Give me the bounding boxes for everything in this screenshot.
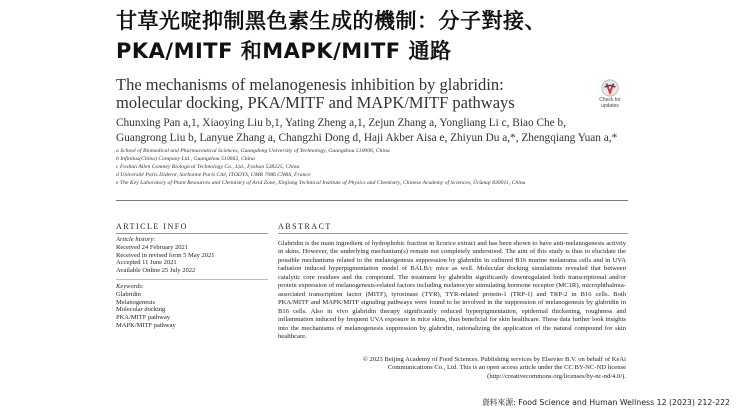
affiliation-a: a School of Biomedical and Pharmaceutical Sciences, Guangdong University of Technology, Guangzhou 510006, China: [116, 148, 390, 154]
affiliation-b: b Infinitus(China) Company Ltd., Guangzhou 510663, China: [116, 156, 255, 162]
authors-line-2: Guangrong Liu b, Lanyue Zhang a, Changzhi Dong d, Haji Akber Aisa e, Zhiyun Du a,*, Zhengqiang Yuan a,*: [116, 132, 618, 144]
crossmark-label: Check for updates: [599, 97, 621, 109]
history-accepted: Accepted 11 June 2021: [116, 259, 177, 267]
article-info: [116, 236, 266, 330]
copyright-line-2: Communications Co., Ltd. This is an open access article under the CC BY-NC-ND license: [387, 364, 626, 372]
affiliations: [116, 147, 636, 187]
section-divider: [116, 200, 628, 201]
affiliation-c: c Foshan Allen Comney Biological Technology Co., Ltd., Foshan 528225, China: [116, 164, 300, 170]
slide-headline: [116, 6, 716, 66]
keyword-item: PKA/MITF pathway: [116, 314, 170, 322]
history-revised: Received in revised form 5 May 2021: [116, 251, 215, 259]
keyword-item: Glabridin: [116, 290, 141, 298]
paper-title-line-2: molecular docking, PKA/MITF and MAPK/MITF pathways: [116, 93, 515, 112]
affiliation-d: d Université Paris Diderot, Sorbonne Paris Cité, ITODYS, UMR 7086 CNRS, France: [116, 172, 311, 178]
paper-title-line-1: The mechanisms of melanogenesis inhibition by glabridin:: [116, 75, 504, 94]
history-received: Received 24 February 2021: [116, 243, 189, 251]
license-link[interactable]: (http://creativecommons.org/licenses/by-nc-nd/4.0/).: [487, 372, 626, 380]
authors-line-1: Chunxing Pan a,1, Xiaoying Liu b,1, Yating Zheng a,1, Zejun Zhang a, Yongliang Li c, Biao Che b,: [116, 117, 566, 129]
keywords-rule: [116, 279, 268, 280]
headline-line-1: 甘草光啶抑制黑色素生成的機制：分子對接、: [116, 9, 546, 33]
source-citation: 資料來源: Food Science and Human Wellness 12 (2023) 212-222: [481, 398, 730, 407]
article-info-rule: [116, 233, 268, 234]
author-list: [116, 116, 641, 146]
abstract-heading: ABSTRACT: [278, 222, 332, 231]
headline-line-2: PKA/MITF 和MAPK/MITF 通路: [116, 39, 452, 63]
copyright-notice: [278, 356, 626, 381]
keyword-item: Melanogenesis: [116, 298, 155, 306]
affiliation-e: e The Key Laboratory of Plant Resources and Chemistry of Arid Zone, Xinjiang Technical Institute of Physics and Chemistry, Chinese Academy of Sciences, Ürümqi 830011, China: [116, 180, 526, 186]
keyword-item: Molecular docking: [116, 306, 166, 314]
abstract-text: Glabridin is the main ingredient of hydrophobic fraction in licorice extract and has been shown to have anti-melanogenesis activity in skins. However, the underlying mechanism(s) remain not completely understood. The aim of this study is thus to elucidate the possible mechanisms related to the melanogenesis suppression by glabridin in cultured B16 murine melanoma cells and in UVA radiation induced hyperpigmentation model of BALB/c mice as well. Molecular docking simulations revealed that between catalytic core residues and the compound. The treatment by glabridin significantly downregulated both transcriptional and/or protein expression of melanogenesis-related factors including melanocyte stimulating hormone receptor (MC1R), microphthalmia-associated transcription factor (MITF), tyrosinase (TYR), TYR-related protein-1 (TRP-1) and TRP-2 in B16 cells. Both PKA/MITF and MAPK/MITF signaling pathways were found to be involved in the suppression of melanogenesis by glabridin in B16 cells. Also in vivo glabridin therapy significantly reduced hyperpigmentation, epidermal thickening, roughness and inflammation induced by frequent UVA exposure in mice skins, thus beneficial for skin healthcare. These data further look insights into the mechanisms of melanogenesis suppression by glabridin, rationalizing the application of the natural compound for skin healthcare.: [278, 240, 626, 340]
crossmark-icon: [601, 79, 619, 97]
check-for-updates-badge[interactable]: [596, 79, 624, 115]
history-online: Available Online 25 July 2022: [116, 267, 196, 275]
article-info-heading: ARTICLE INFO: [116, 222, 188, 231]
copyright-line-1: © 2023 Beijing Academy of Food Sciences. Publishing services by Elsevier B.V. on behalf of KeAi: [362, 356, 626, 363]
abstract-rule: [278, 233, 628, 234]
keyword-item: MAPK/MITF pathway: [116, 321, 176, 329]
paper-title: [116, 76, 586, 112]
keywords-label: Keywords:: [116, 282, 144, 290]
history-label: Article history:: [116, 236, 156, 243]
